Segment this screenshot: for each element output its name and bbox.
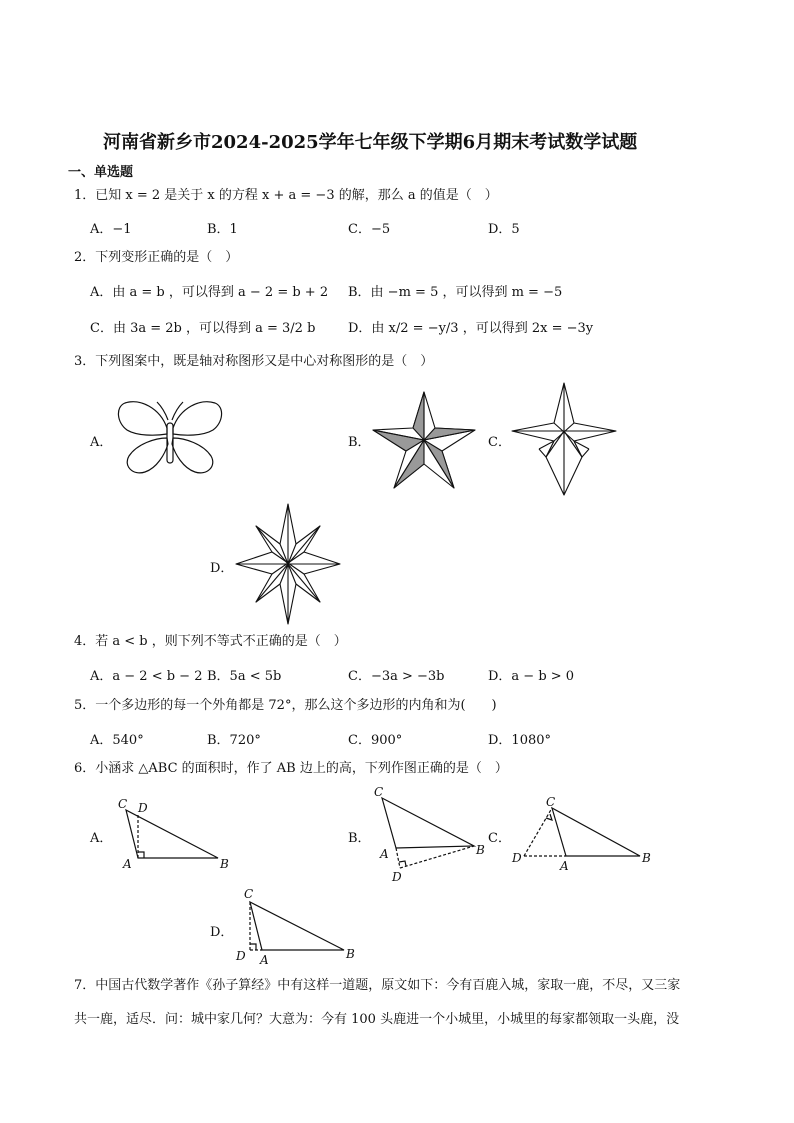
- q6-option-b-label[interactable]: B．: [348, 831, 371, 846]
- q2-option-a[interactable]: A．由 a = b ，可以得到 a − 2 = b + 2: [90, 285, 329, 300]
- question-4-stem: 4．若 a < b ，则下列不等式不正确的是（ ）: [74, 634, 347, 649]
- triangle-figure-c: [510, 794, 660, 874]
- question-7-line-2: 共一鹿，适尽．问：城中家几何？大意为：今有 100 头鹿进一个小城里，小城里的每家都领取一头鹿，没: [74, 1012, 680, 1027]
- section-heading: 一、单选题: [68, 165, 134, 180]
- vertex-label-c: C: [546, 795, 556, 809]
- q3-option-d-label[interactable]: D．: [210, 561, 234, 576]
- vertex-label-d: D: [392, 870, 402, 884]
- vertex-label-a: A: [260, 953, 269, 967]
- star-8-icon: [236, 504, 340, 624]
- q1-option-c[interactable]: C．−5: [348, 222, 391, 237]
- q2-option-b[interactable]: B．由 −m = 5 ，可以得到 m = −5: [348, 285, 563, 300]
- q5-option-a[interactable]: A．540°: [90, 733, 144, 748]
- vertex-label-b: B: [476, 843, 485, 857]
- question-2-stem: 2．下列变形正确的是（ ）: [74, 250, 239, 265]
- q5-option-d[interactable]: D．1080°: [488, 733, 552, 748]
- vertex-label-b: B: [220, 857, 229, 871]
- q5-option-c[interactable]: C．900°: [348, 733, 403, 748]
- q2-option-c[interactable]: C．由 3a = 2b ，可以得到 a = 3/2 b: [90, 321, 316, 336]
- vertex-label-d: D: [138, 801, 148, 815]
- q1-option-b[interactable]: B．1: [207, 222, 238, 237]
- q5-option-b[interactable]: B．720°: [207, 733, 261, 748]
- q6-option-a-label[interactable]: A．: [90, 831, 113, 846]
- vertex-label-c: C: [244, 887, 254, 901]
- q3-option-b-label[interactable]: B．: [348, 435, 371, 450]
- star-4-icon: [512, 383, 616, 495]
- vertex-label-a: A: [123, 857, 132, 871]
- q4-option-d[interactable]: D．a − b > 0: [488, 669, 575, 684]
- butterfly-icon: [115, 398, 225, 480]
- question-7-line-1: 7．中国古代数学著作《孙子算经》中有这样一道题，原文如下：今有百鹿入城，家取一鹿，不尽，又三家: [74, 978, 681, 993]
- vertex-label-b: B: [642, 851, 651, 865]
- question-6-stem: 6．小涵求 △ABC 的面积时，作了 AB 边上的高，下列作图正确的是（ ）: [74, 761, 508, 776]
- question-5-stem: 5．一个多边形的每一个外角都是 72°，那么这个多边形的内角和为( ): [74, 698, 497, 713]
- vertex-label-d: D: [512, 851, 522, 865]
- triangle-figure-d: [234, 886, 364, 966]
- vertex-label-d: D: [236, 949, 246, 963]
- q6-option-d-label[interactable]: D．: [210, 925, 234, 940]
- question-1-stem: 1．已知 x = 2 是关于 x 的方程 x + a = −3 的解，那么 a 的值是（ ）: [74, 188, 498, 203]
- q4-option-c[interactable]: C．−3a > −3b: [348, 669, 445, 684]
- vertex-label-b: B: [346, 947, 355, 961]
- vertex-label-c: C: [118, 797, 128, 811]
- triangle-figure-b: [370, 784, 494, 884]
- q4-option-a[interactable]: A．a − 2 < b − 2: [90, 669, 203, 684]
- q1-option-a[interactable]: A．−1: [90, 222, 132, 237]
- q6-option-c-label[interactable]: C．: [488, 831, 511, 846]
- page-title: 河南省新乡市2024-2025学年七年级下学期6月期末考试数学试题: [103, 132, 638, 153]
- q3-option-c-label[interactable]: C．: [488, 435, 511, 450]
- triangle-figure-a: [118, 796, 238, 871]
- q2-option-d[interactable]: D．由 x/2 = −y/3 ，可以得到 2x = −3y: [348, 321, 594, 336]
- vertex-label-a: A: [380, 847, 389, 861]
- star-5-icon: [373, 392, 475, 488]
- vertex-label-a: A: [560, 859, 569, 873]
- q4-option-b[interactable]: B．5a < 5b: [207, 669, 282, 684]
- vertex-label-c: C: [374, 785, 384, 799]
- q1-option-d[interactable]: D．5: [488, 222, 520, 237]
- q3-option-a-label[interactable]: A．: [90, 435, 113, 450]
- question-3-stem: 3．下列图案中，既是轴对称图形又是中心对称图形的是（ ）: [74, 354, 434, 369]
